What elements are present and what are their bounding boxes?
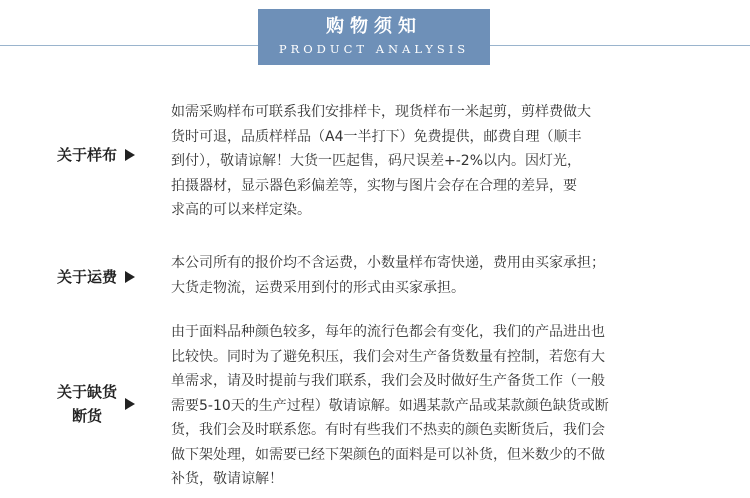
section-body-text: 由于面料品种颜色较多，每年的流行色都会有变化，我们的产品进出也 比较快。同时为了避免积压，我们会对生产备货数量有控制，若您有大 单需求，请及时提前与我们联系，我们会及时做好生产备货工作（一般 需要5-10天的生产过程）敬请谅解。如遇某款产品或某款颜色缺货或断 货，我们会及时联系您。有时有些我们不热卖的颜色卖断货后，我们会 做下架处理，如需要已经下架颜色的面料是可以补货，但米数少的不做 补货，敬请谅解！ — [171, 324, 609, 487]
section-label-text: 关于运费 — [56, 268, 117, 286]
section-label-sample-fabric — [44, 143, 148, 167]
page-title: 购物须知 — [326, 16, 422, 37]
page-subtitle: PRODUCT ANALYSIS — [278, 42, 470, 56]
section-body-text: 如需采购样布可联系我们安排样卡，现货样布一米起剪，剪样费做大 货时可退，品质样样品（A4一半打下）免费提供，邮费自理（顺丰 到付），敬请谅解！大货一匹起售，码尺误差+-2%以内。因灯光， 拍摄器材，显示器色彩偏差等，实物与图片会存在合理的差异，要 求高的可以来样定染。 — [171, 104, 591, 218]
triangle-right-icon — [125, 149, 135, 161]
section-label-text: 关于样布 — [56, 146, 117, 164]
section-label-shipping — [44, 265, 148, 289]
section-label-text: 关于缺货 断货 — [56, 383, 117, 425]
triangle-right-icon — [125, 271, 135, 283]
section-body-text: 本公司所有的报价均不含运费，小数量样布寄快递，费用由买家承担； 大货走物流，运费采用到付的形式由买家承担。 — [171, 255, 605, 296]
triangle-right-icon — [125, 398, 135, 410]
section-label-out-of-stock — [44, 380, 148, 428]
header-banner — [258, 9, 490, 65]
